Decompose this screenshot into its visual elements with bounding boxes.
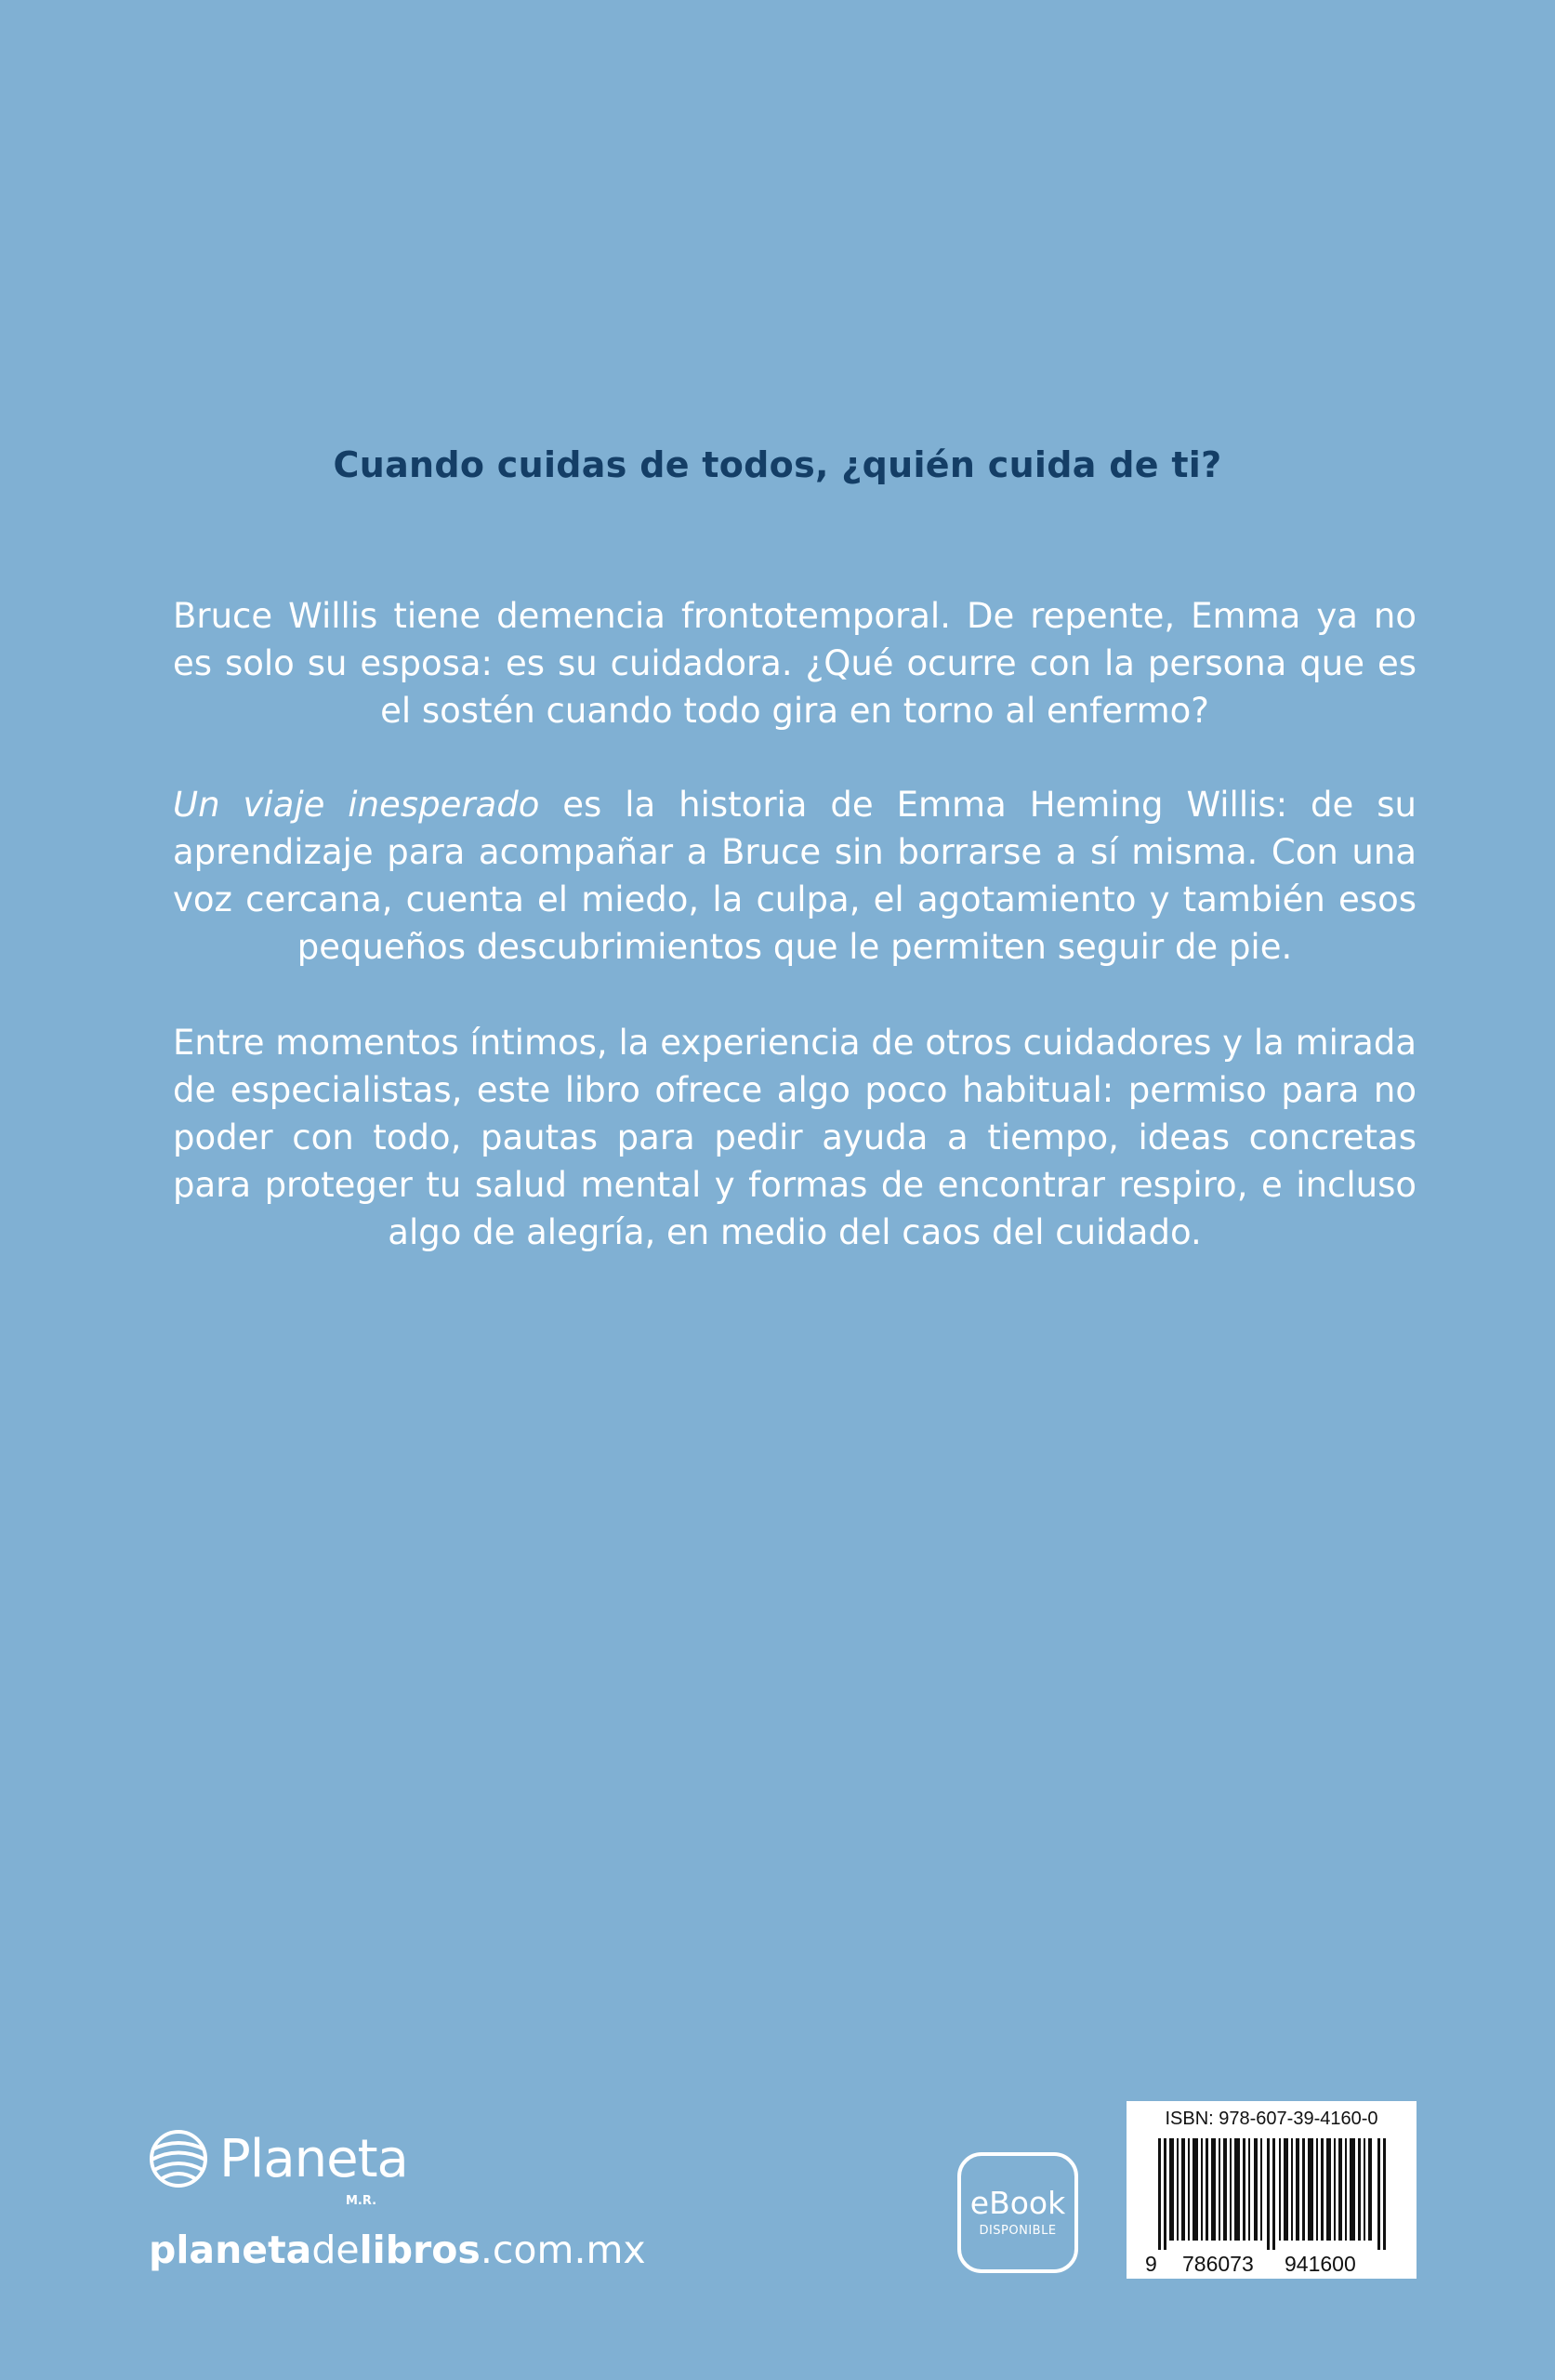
barcode-digits-left: 786073 — [1182, 2252, 1254, 2276]
ebook-badge — [957, 2152, 1078, 2273]
isbn-barcode — [1127, 2101, 1417, 2279]
publisher-name: Planeta — [219, 2129, 408, 2189]
barcode-digit-first: 9 — [1145, 2252, 1157, 2276]
book-title: Un viaje inesperado — [173, 785, 540, 825]
site-part: de — [311, 2228, 360, 2272]
synopsis-paragraph-2 — [173, 781, 1417, 971]
site-part: libros — [359, 2228, 481, 2272]
barcode-digits-right: 941600 — [1285, 2252, 1356, 2276]
synopsis-paragraph-2-text: es la historia de Emma Heming Willis: de su aprendizaje para acompañar a Bruce sin borrarse a sí misma. Con una voz cercana, cuenta el miedo, la culpa, el agotamiento y también esos pequeños descubrimientos que le permiten seguir de pie. — [173, 785, 1417, 967]
site-part: planeta — [149, 2228, 312, 2272]
planeta-globe-icon — [149, 2129, 208, 2188]
ebook-sublabel: DISPONIBLE — [979, 2224, 1057, 2238]
barcode-bars-icon — [1149, 2138, 1394, 2250]
ebook-label: eBook — [969, 2185, 1066, 2221]
synopsis-paragraph-3: Entre momentos íntimos, la experiencia de otros cuidadores y la mirada de especialistas, este libro ofrece algo poco habitual: permiso para no poder con todo, pautas para pedir ayuda a tiempo, ideas concretas para proteger tu salud mental y formas de encontrar respiro, e incluso algo de alegría, en medio del caos del cuidado. — [173, 1023, 1417, 1252]
tagline: Cuando cuidas de todos, ¿quién cuida de ti? — [333, 444, 1222, 485]
trademark-mark: M.R. — [346, 2194, 377, 2208]
synopsis-paragraph-1: Bruce Willis tiene demencia frontotemporal. De repente, Emma ya no es solo su esposa: es su cuidadora. ¿Qué ocurre con la persona que es el sostén cuando todo gira en torno al enfermo? — [173, 596, 1417, 731]
publisher-website — [149, 2228, 646, 2272]
isbn-text: ISBN: 978-607-39-4160-0 — [1165, 2109, 1378, 2129]
site-part: .com.mx — [480, 2228, 646, 2272]
